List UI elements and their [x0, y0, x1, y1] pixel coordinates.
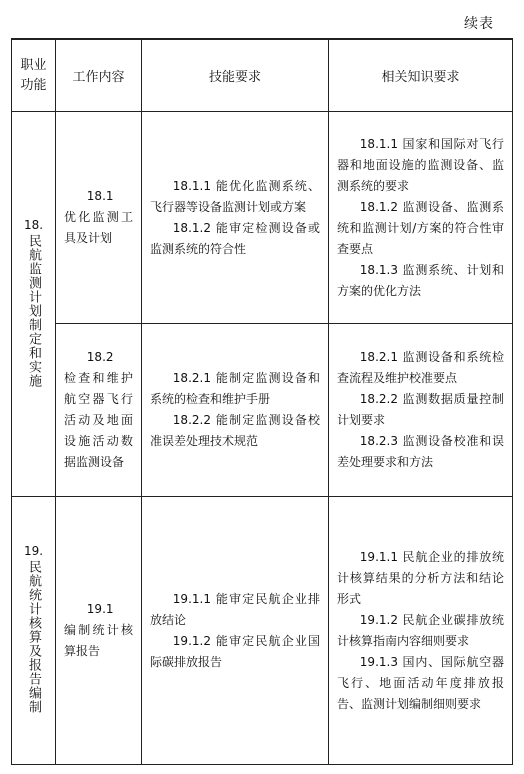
function-number: 18. [23, 217, 44, 232]
skill-item: 19.1.2 能审定民航企业国际碳排放报告 [150, 633, 320, 669]
knowledge-item: 19.1.1 民航企业的排放统计核算结果的分析方法和结论形式 [337, 549, 504, 606]
table-row [12, 112, 513, 324]
skill-item: 18.2.2 能制定监测设备校准误差处理技术规范 [150, 413, 320, 448]
continued-table-label: 续表 [464, 16, 494, 32]
knowledge-item: 18.2.2 监测数据质量控制计划要求 [337, 392, 504, 427]
skills-cell [142, 497, 329, 765]
table-row [12, 497, 513, 765]
work-content-text: 18.1 优化监测工具及计划 [64, 189, 133, 245]
knowledge-item: 18.1.1 国家和国际对飞行器和地面设施的监测设备、监测系统的要求 [337, 136, 504, 193]
header-work-content: 工作内容 [56, 39, 142, 112]
skills-cell [142, 112, 329, 324]
skills-cell [142, 324, 329, 497]
knowledge-item: 19.1.3 国内、国际航空器飞行、地面活动年度排放报告、监测计划编制细则要求 [337, 654, 504, 711]
knowledge-item: 18.1.3 监测系统、计划和方案的优化方法 [337, 262, 504, 298]
work-content-cell [56, 112, 142, 324]
work-content-text: 18.2 检查和维护航空器飞行活动及地面设施活动数据监测设备 [64, 350, 133, 469]
function-title: 民航统计核算及报告编制 [26, 560, 41, 714]
table-header-row [12, 39, 513, 112]
skills-standard-table [11, 38, 513, 765]
skill-item: 18.1.2 能审定检测设备或监测系统的符合性 [150, 220, 320, 256]
function-number: 19. [23, 544, 44, 558]
work-content-cell [56, 497, 142, 765]
knowledge-item: 18.2.1 监测设备和系统检查流程及维护校准要点 [337, 350, 504, 385]
skill-item: 19.1.1 能审定民航企业排放结论 [150, 591, 320, 627]
function-title: 民航监测计划制定和实施 [26, 233, 41, 388]
header-skill-requirements: 技能要求 [142, 39, 329, 112]
header-function: 职业功能 [12, 39, 56, 112]
knowledge-cell [329, 112, 513, 324]
work-content-text: 19.1 编制统计核算报告 [64, 602, 133, 658]
knowledge-cell [329, 324, 513, 497]
knowledge-cell [329, 497, 513, 765]
knowledge-item: 19.1.2 民航企业碳排放统计核算指南内容细则要求 [337, 612, 504, 648]
header-knowledge-requirements: 相关知识要求 [329, 39, 513, 112]
knowledge-item: 18.2.3 监测设备校准和误差处理要求和方法 [337, 434, 504, 469]
table-row [12, 324, 513, 497]
skill-item: 18.1.1 能优化监测系统、飞行器等设备监测计划或方案 [150, 178, 320, 214]
function-cell-19 [12, 497, 56, 765]
knowledge-item: 18.1.2 监测设备、监测系统和监测计划/方案的符合性审查要点 [337, 199, 504, 256]
skill-item: 18.2.1 能制定监测设备和系统的检查和维护手册 [150, 371, 320, 406]
function-cell-18 [12, 112, 56, 497]
work-content-cell [56, 324, 142, 497]
